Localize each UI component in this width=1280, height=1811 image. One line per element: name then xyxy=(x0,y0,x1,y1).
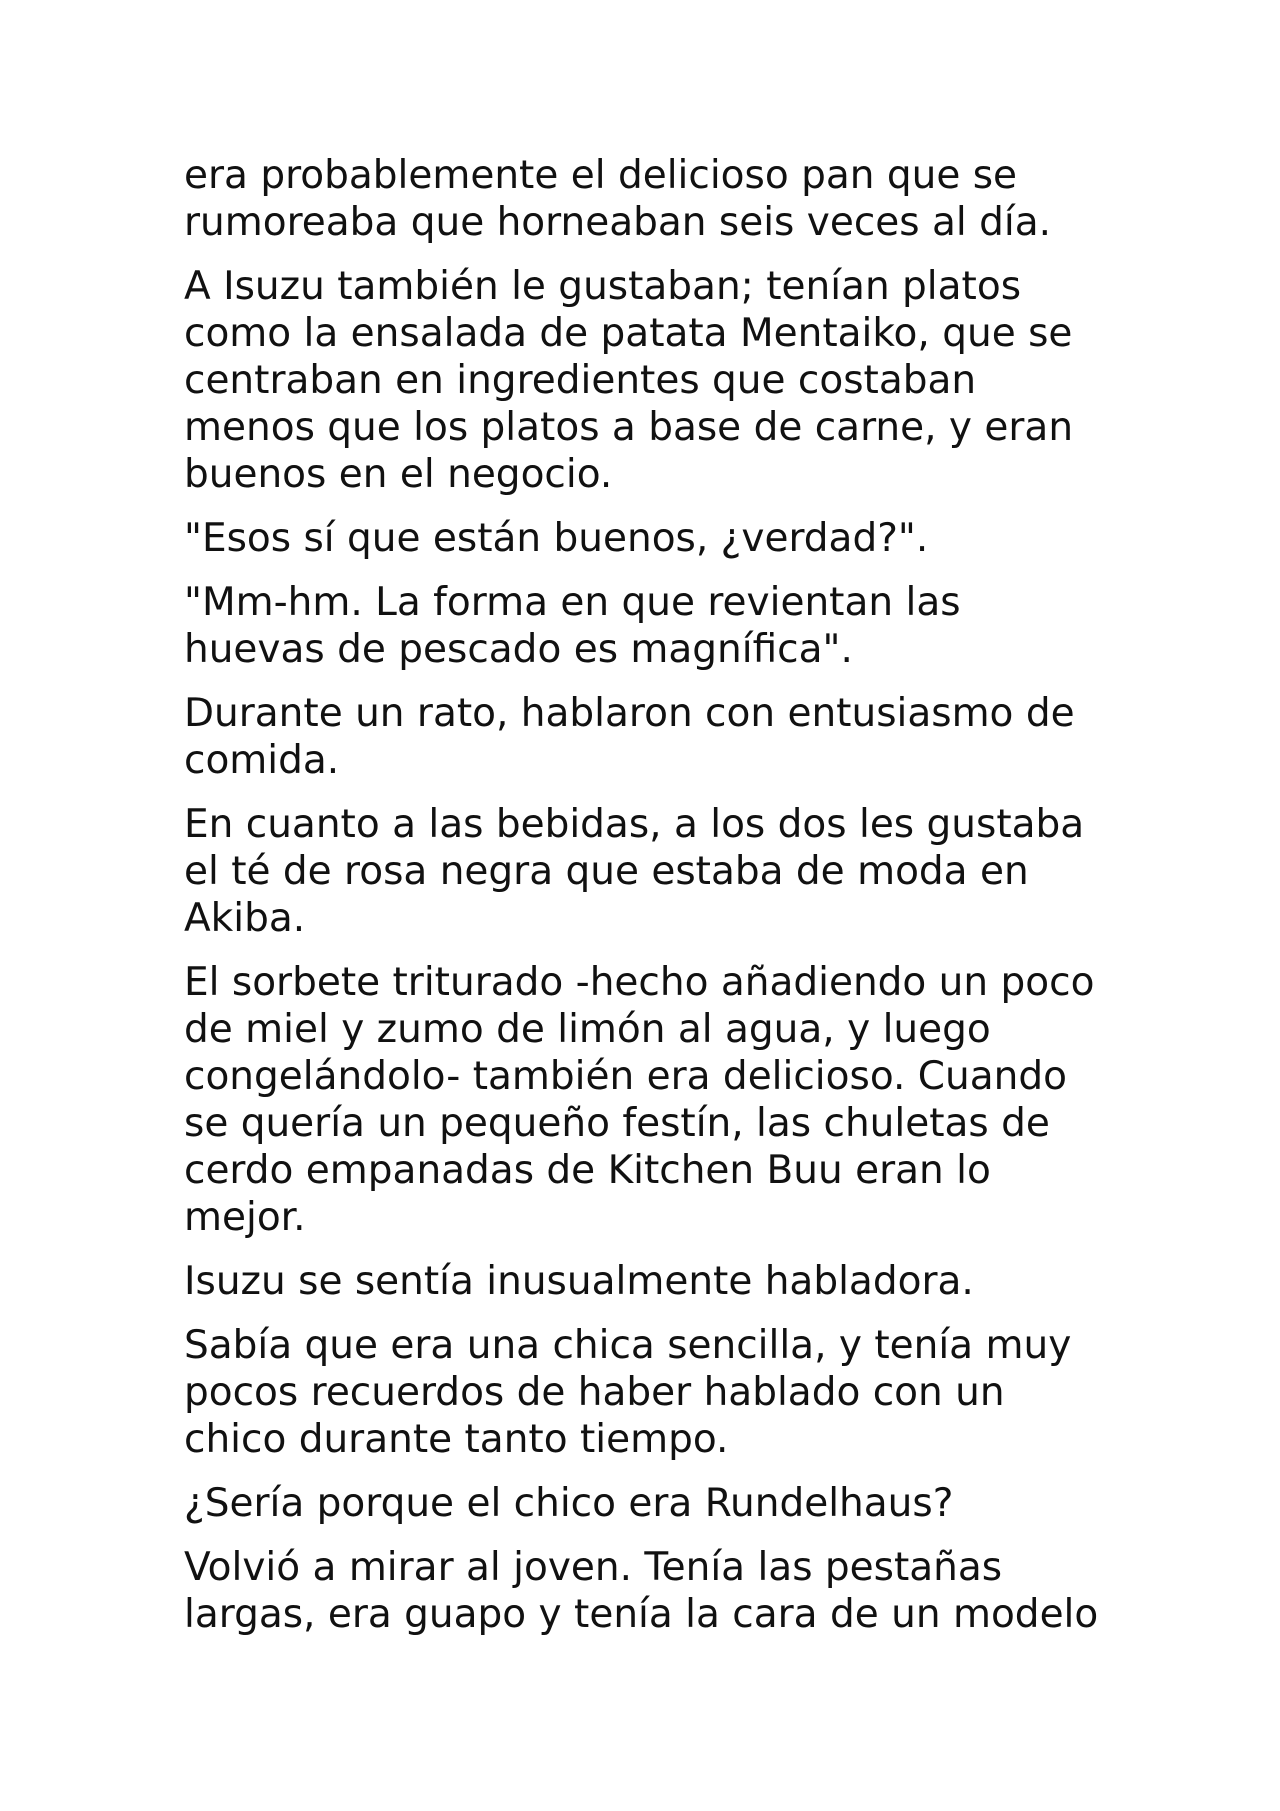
paragraph xyxy=(184,801,1114,942)
text-line: menos que los platos a base de carne, y eran xyxy=(184,405,1074,450)
text-line: cerdo empanadas de Kitchen Buu eran lo xyxy=(184,1148,991,1193)
text-line: En cuanto a las bebidas, a los dos les gustaba xyxy=(184,802,1085,847)
text-line: rumoreaba que horneaban seis veces al día. xyxy=(184,200,1052,245)
paragraph xyxy=(184,1258,1114,1305)
text-line: "Mm-hm. La forma en que revientan las xyxy=(184,580,961,625)
text-line: se quería un pequeño festín, las chuletas de xyxy=(184,1101,1050,1146)
paragraph xyxy=(184,263,1114,498)
paragraph xyxy=(184,690,1114,784)
paragraph xyxy=(184,1544,1114,1638)
text-line: Sabía que era una chica sencilla, y tenía muy xyxy=(184,1323,1072,1368)
text-line: ¿Sería porque el chico era Rundelhaus? xyxy=(184,1481,954,1526)
text-line: largas, era guapo y tenía la cara de un modelo xyxy=(184,1592,1099,1637)
text-line: A Isuzu también le gustaban; tenían platos xyxy=(184,264,1022,309)
text-line: como la ensalada de patata Mentaiko, que se xyxy=(184,311,1073,356)
text-line: Isuzu se sentía inusualmente habladora. xyxy=(184,1259,974,1304)
text-line: congelándolo- también era delicioso. Cuando xyxy=(184,1054,1067,1099)
text-line: "Esos sí que están buenos, ¿verdad?". xyxy=(184,516,929,561)
text-line: buenos en el negocio. xyxy=(184,452,613,497)
paragraph xyxy=(184,959,1114,1241)
text-line: chico durante tanto tiempo. xyxy=(184,1417,729,1462)
text-line: centraban en ingredientes que costaban xyxy=(184,358,977,403)
text-line: el té de rosa negra que estaba de moda en xyxy=(184,849,1029,894)
text-line: Durante un rato, hablaron con entusiasmo de xyxy=(184,691,1075,736)
text-line: mejor. xyxy=(184,1195,306,1240)
paragraph xyxy=(184,579,1114,673)
text-line: era probablemente el delicioso pan que se xyxy=(184,153,1018,198)
text-line: Akiba. xyxy=(184,896,306,941)
paragraph xyxy=(184,1480,1114,1527)
text-line: pocos recuerdos de haber hablado con un xyxy=(184,1370,1005,1415)
text-line: comida. xyxy=(184,738,340,783)
text-line: El sorbete triturado -hecho añadiendo un poco xyxy=(184,960,1095,1005)
text-line: huevas de pescado es magnífica". xyxy=(184,627,853,672)
paragraph xyxy=(184,152,1114,246)
body-text xyxy=(184,152,1114,1655)
text-line: de miel y zumo de limón al agua, y luego xyxy=(184,1007,991,1052)
paragraph xyxy=(184,515,1114,562)
paragraph xyxy=(184,1322,1114,1463)
text-line: Volvió a mirar al joven. Tenía las pestañas xyxy=(184,1545,1003,1590)
